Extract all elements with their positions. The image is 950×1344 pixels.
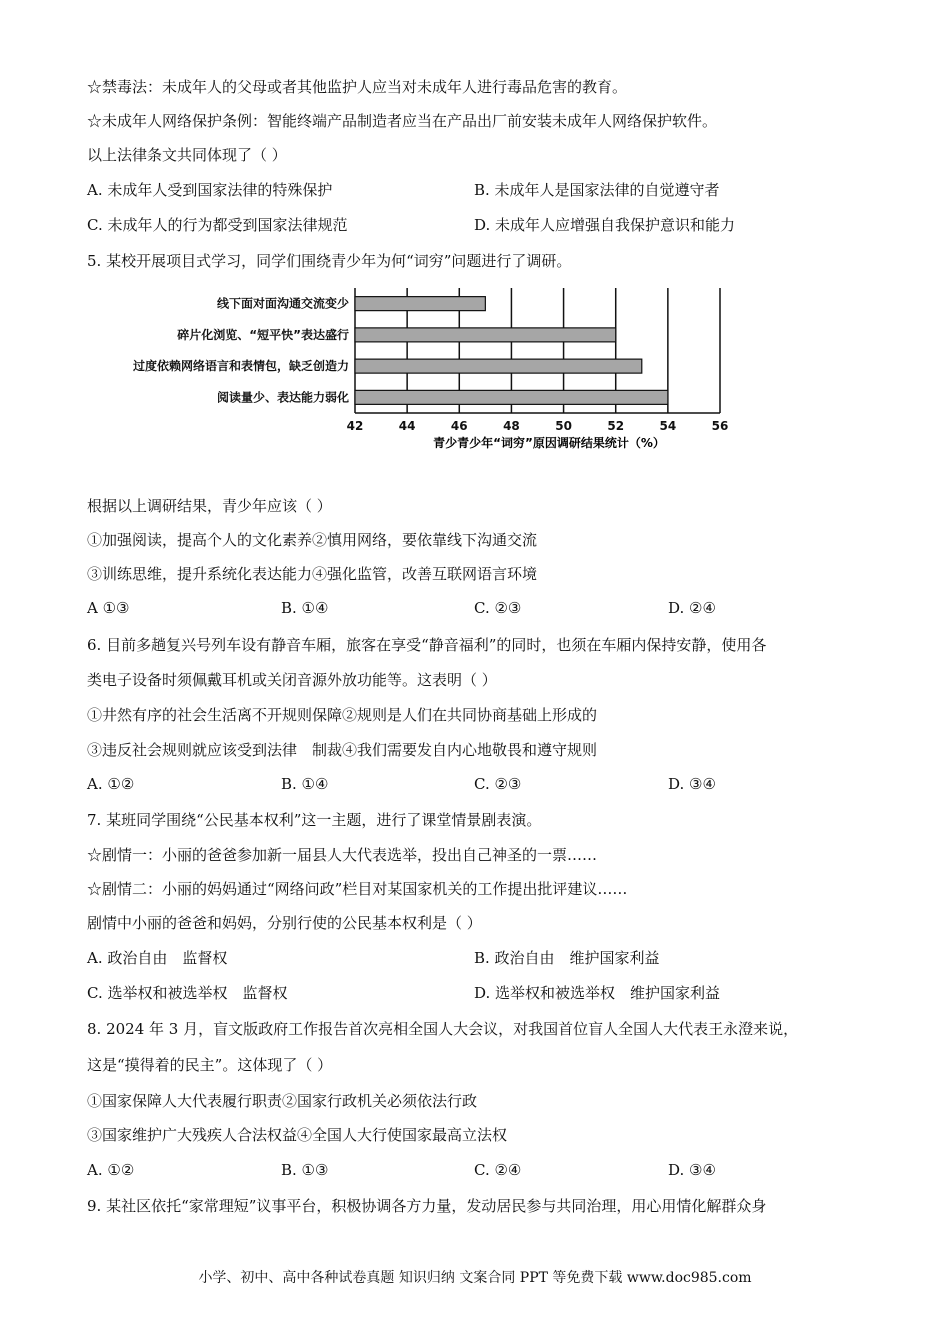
chart-x-label: 青少青少年“词穷”原因调研结果统计（%） (433, 436, 665, 450)
option-d: D. 未成年人应增强自我保护意识和能力 (474, 216, 736, 234)
question-prompt: 剧情中小丽的爸爸和妈妈，分别行使的公民基本权利是（ ） (87, 914, 482, 932)
text-line: ☆剧情二：小丽的妈妈通过“网络问政”栏目对某国家机关的工作提出批评建议…… (87, 880, 628, 898)
option-b: B. ①④ (281, 599, 329, 617)
option-a: A. 政治自由 监督权 (87, 949, 228, 967)
chart-category-labels (133, 296, 349, 405)
category-label: 阅读量少、表达能力弱化 (216, 390, 349, 405)
bar (355, 297, 485, 311)
option-d: D. ②④ (668, 599, 716, 617)
statement-line: ①国家保障人大代表履行职责②国家行政机关必须依法行政 (87, 1092, 478, 1110)
option-b: B. 政治自由 维护国家利益 (474, 949, 660, 967)
bar-chart (87, 280, 767, 460)
option-c: C. 选举权和被选举权 监督权 (87, 984, 288, 1002)
option-b: B. ①③ (281, 1161, 329, 1179)
option-c: C. ②③ (474, 775, 522, 793)
option-c: C. ②④ (474, 1161, 522, 1179)
category-label: 线下面对面沟通交流变少 (216, 296, 349, 311)
question-prompt: 根据以上调研结果，青少年应该（ ） (87, 497, 332, 515)
statement-line: ①加强阅读，提高个人的文化素养②慎用网络，要依靠线下沟通交流 (87, 531, 538, 549)
question-7-stem: 7. 某班同学围绕“公民基本权利”这一主题，进行了课堂情景剧表演。 (87, 811, 542, 829)
question-6-stem: 6. 目前多趟复兴号列车设有静音车厢，旅客在享受“静音福利”的同时，也须在车厢内保持安静，使用各 (87, 636, 767, 654)
question-prompt: 以上法律条文共同体现了（ ） (87, 146, 287, 164)
statement-line: ①井然有序的社会生活离不开规则保障②规则是人们在共同协商基础上形成的 (87, 706, 598, 724)
question-8-stem: 这是“摸得着的民主”。这体现了（ ） (87, 1056, 333, 1074)
statement-line: ③国家维护广大残疾人合法权益④全国人大行使国家最高立法权 (87, 1126, 508, 1144)
tick-label: 44 (398, 419, 416, 433)
option-a: A. 未成年人受到国家法律的特殊保护 (87, 181, 333, 199)
option-a: A. ①② (87, 1161, 135, 1179)
tick-label: 50 (555, 419, 572, 433)
option-c: C. ②③ (474, 599, 522, 617)
page-footer: 小学、初中、高中各种试卷真题 知识归纳 文案合同 PPT 等免费下载 www.doc985.com (198, 1270, 752, 1286)
category-label: 过度依赖网络语言和表情包，缺乏创造力 (132, 359, 349, 374)
question-6-stem: 类电子设备时须佩戴耳机或关闭音源外放功能等。这表明（ ） (87, 671, 497, 689)
text-line: ☆禁毒法：未成年人的父母或者其他监护人应当对未成年人进行毒品危害的教育。 (87, 78, 628, 96)
option-d: D. ③④ (668, 1161, 716, 1179)
tick-label: 52 (607, 419, 625, 433)
bar (355, 390, 668, 404)
question-8-stem: 8. 2024 年 3 月，盲文版政府工作报告首次亮相全国人大会议，对我国首位盲人全国人大代表王永澄来说， (87, 1020, 799, 1038)
option-b: B. 未成年人是国家法律的自觉遵守者 (474, 181, 720, 199)
chart-tick-labels (347, 419, 729, 433)
bar (355, 328, 616, 342)
tick-label: 54 (659, 419, 677, 433)
statement-line: ③训练思维，提升系统化表达能力④强化监管，改善互联网语言环境 (87, 565, 538, 583)
question-9-stem: 9. 某社区依托“家常理短”议事平台，积极协调各方力量，发动居民参与共同治理，用心用情化解群众身 (87, 1197, 767, 1215)
tick-label: 42 (346, 419, 364, 433)
option-d: D. 选举权和被选举权 维护国家利益 (474, 984, 721, 1002)
text-line: ☆剧情一：小丽的爸爸参加新一届县人大代表选举，投出自己神圣的一票…… (87, 846, 598, 864)
option-c: C. 未成年人的行为都受到国家法律规范 (87, 216, 348, 234)
category-label: 碎片化浏览、“短平快”表达盛行 (177, 327, 349, 342)
option-a: A ①③ (87, 599, 130, 617)
tick-label: 48 (503, 419, 520, 433)
option-a: A. ①② (87, 775, 135, 793)
bar (355, 359, 642, 373)
tick-label: 46 (450, 419, 468, 433)
text-line: ☆未成年人网络保护条例：智能终端产品制造者应当在产品出厂前安装未成年人网络保护软件。 (87, 112, 718, 130)
question-5-stem: 5. 某校开展项目式学习，同学们围绕青少年为何“词穷”问题进行了调研。 (87, 252, 572, 270)
tick-label: 56 (711, 419, 729, 433)
option-d: D. ③④ (668, 775, 716, 793)
option-b: B. ①④ (281, 775, 329, 793)
statement-line: ③违反社会规则就应该受到法律 制裁④我们需要发自内心地敬畏和遵守规则 (87, 741, 598, 759)
